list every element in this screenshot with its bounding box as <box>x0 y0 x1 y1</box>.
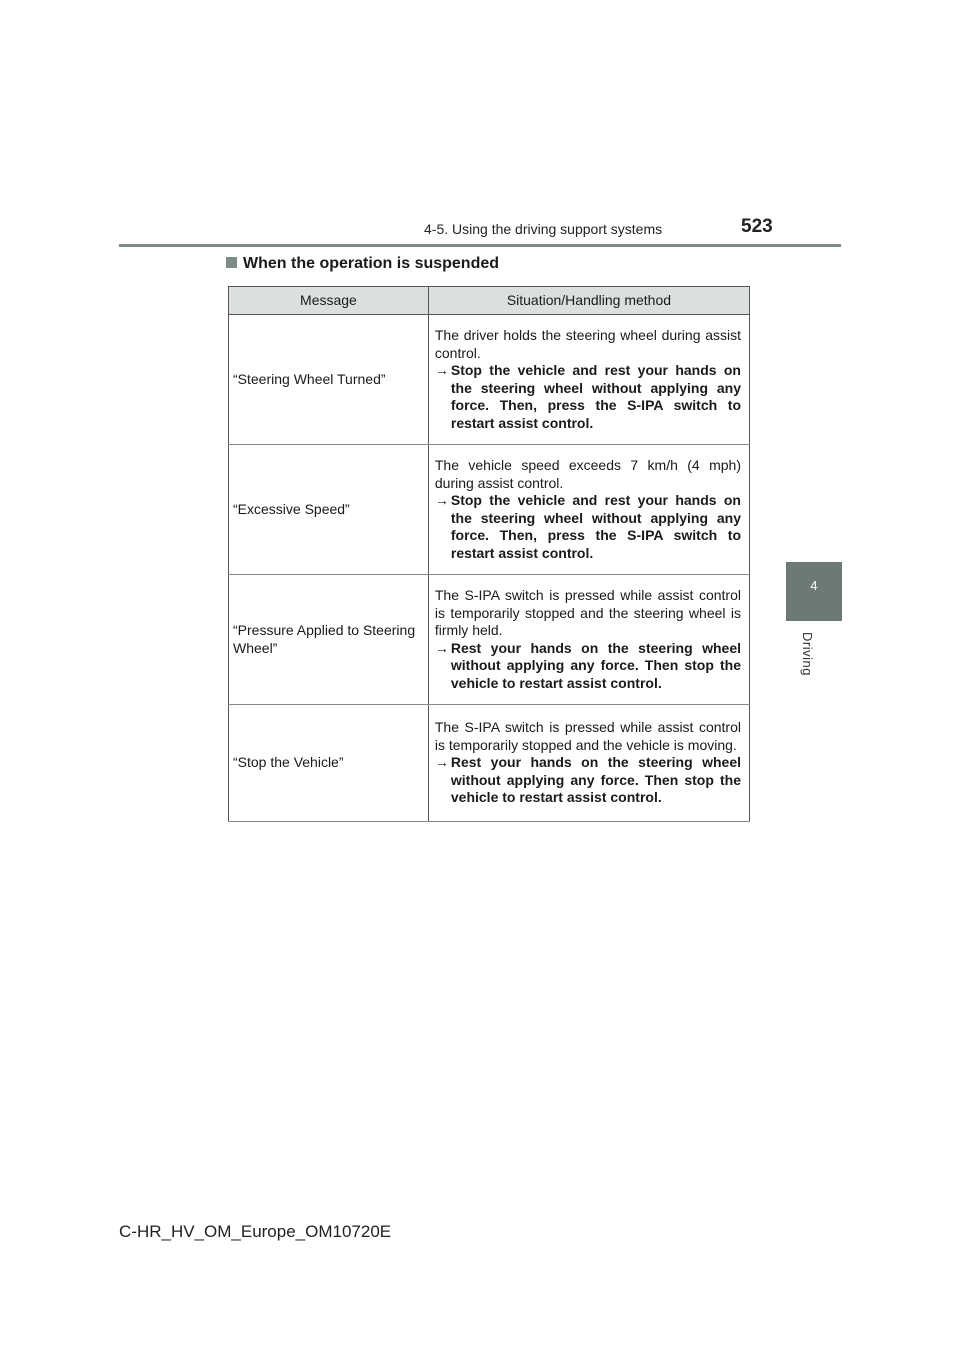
message-cell: “Stop the Vehicle” <box>229 705 429 822</box>
heading-square-icon <box>226 257 237 268</box>
message-table <box>228 286 750 822</box>
arrow-right-icon: → <box>434 362 449 378</box>
document-footer-code: C-HR_HV_OM_Europe_OM10720E <box>119 1222 392 1241</box>
arrow-right-icon: → <box>434 492 449 508</box>
handling-text: Rest your hands on the steering wheel without applying any force. Then stop the vehicle to restart assist control. <box>450 639 741 691</box>
column-header-situation: Situation/Handling method <box>428 287 749 315</box>
chapter-label: Driving <box>800 632 815 676</box>
handling-text: Rest your hands on the steering wheel without applying any force. Then stop the vehicle to restart assist control. <box>450 754 741 806</box>
situation-text: The S-IPA switch is pressed while assist control is temporarily stopped and the vehicle is moving. <box>434 719 741 753</box>
situation-cell <box>428 445 749 575</box>
page-number: 523 <box>741 216 773 237</box>
situation-text: The S-IPA switch is pressed while assist control is temporarily stopped and the steering wheel is firmly held. <box>434 587 741 638</box>
handling-method <box>435 492 741 562</box>
column-header-message: Message <box>229 287 429 315</box>
table-header-row <box>229 287 750 315</box>
handling-method <box>435 640 741 693</box>
chapter-tab <box>786 562 842 621</box>
situation-text: The vehicle speed exceeds 7 km/h (4 mph) during assist control. <box>434 457 741 491</box>
arrow-right-icon: → <box>434 754 449 771</box>
message-cell: “Excessive Speed” <box>229 445 429 575</box>
table-row <box>229 705 750 822</box>
message-cell: “Steering Wheel Turned” <box>229 315 429 445</box>
arrow-right-icon: → <box>434 639 449 656</box>
header-section-title: 4-5. Using the driving support systems <box>424 221 663 237</box>
handling-text: Stop the vehicle and rest your hands on the steering wheel without applying any force. Then, press the S-IPA switch to restart assist control. <box>450 492 741 561</box>
message-cell: “Pressure Applied to Steering Wheel” <box>229 575 429 705</box>
handling-method <box>435 362 741 432</box>
table-row <box>229 445 750 575</box>
situation-text: The driver holds the steering wheel during assist control. <box>434 327 741 361</box>
section-heading-text: When the operation is suspended <box>243 255 500 272</box>
table-row <box>229 315 750 445</box>
situation-cell <box>428 705 749 822</box>
handling-text: Stop the vehicle and rest your hands on the steering wheel without applying any force. Then, press the S-IPA switch to restart assist control. <box>450 362 741 431</box>
section-heading <box>226 255 499 273</box>
situation-cell <box>428 315 749 445</box>
chapter-number: 4 <box>810 578 818 593</box>
handling-method <box>435 754 741 807</box>
situation-cell <box>428 575 749 705</box>
table-row <box>229 575 750 705</box>
header-divider <box>119 244 841 247</box>
